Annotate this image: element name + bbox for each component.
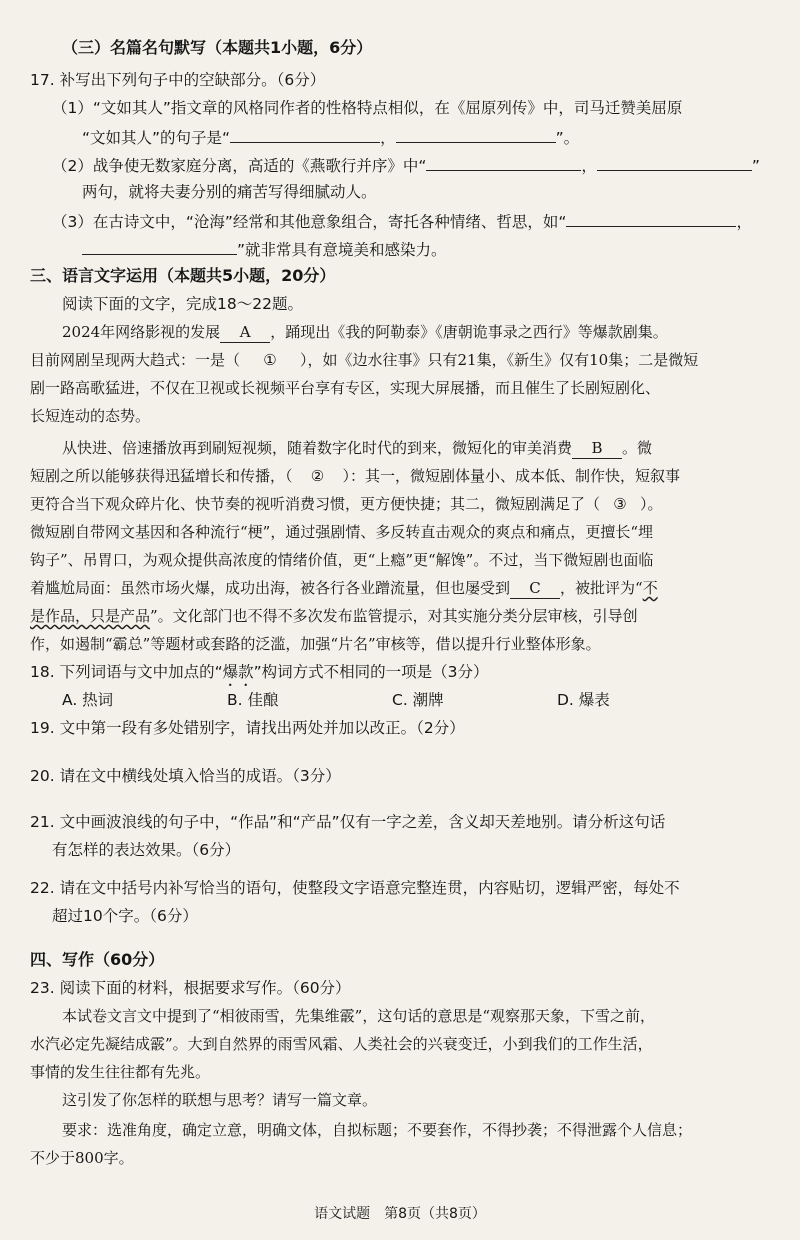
para2-line4: 微短剧自带网文基因和各种流行“梗”，通过强剧情、多反转直击观众的爽点和痛点，更擅长“埋 bbox=[30, 523, 654, 541]
para2-line2: 短剧之所以能够获得迅猛增长和传播，（ ② ）：其一，微短剧体量小、成本低、制作快，短叙事 bbox=[30, 467, 681, 485]
para2-line7: 是作品，只是产品”。文化部门也不得不多次发布监管提示，对其实施分类分层审核，引导创 bbox=[30, 607, 638, 625]
bracket-2: ② bbox=[310, 467, 325, 485]
blank-17-2b bbox=[597, 154, 752, 171]
wavy-sentence-part1: 不 bbox=[642, 579, 658, 597]
q21-line1: 21. 文中画波浪线的句子中，“作品”和“产品”仅有一字之差，含义却天差地别。请分析这句话 bbox=[30, 813, 666, 831]
reading-intro: 阅读下面的文字，完成18～22题。 bbox=[62, 295, 303, 313]
q17-item3-line1: （3）在古诗文中，“沧海”经常和其他意象组合，寄托各种情绪、哲思，如“ ， bbox=[52, 210, 752, 232]
section-language-title: 三、语言文字运用（本题共5小题，20分） bbox=[30, 266, 336, 285]
q18-options bbox=[62, 690, 722, 710]
material-line1: 本试卷文言文中提到了“相彼雨雪，先集维霰”，这句话的意思是“观察那天象，下雪之前， bbox=[62, 1007, 656, 1025]
para1-line4: 长短连动的态势。 bbox=[30, 407, 151, 425]
q18-option-b: B. 佳酿 bbox=[227, 691, 279, 709]
para1-line2: 目前网剧呈现两大趋式：一是（ ① ），如《边水往事》只有21集，《新生》仅有10集；二是微短 bbox=[30, 351, 699, 369]
q21-line2: 有怎样的表达效果。（6分） bbox=[52, 841, 241, 859]
para2-line3: 更符合当下观众碎片化、快节奏的视听消费习惯，更方便快捷；其二，微短剧满足了（ ③ ）。 bbox=[30, 495, 663, 513]
para1-line3: 剧一路高歌猛进，不仅在卫视或长视频平台享有专区，实现大屏展播，而且催生了长剧短剧化、 bbox=[30, 379, 661, 397]
q18-option-a: A. 热词 bbox=[62, 691, 114, 709]
para2-line6: 着尴尬局面：虽然市场火爆，成功出海，被各行各业蹭流量，但也屡受到 C ，被批评为“不 bbox=[30, 579, 658, 597]
blank-17-2a bbox=[426, 154, 581, 171]
material-line3: 事情的发生往往都有先兆。 bbox=[30, 1063, 211, 1081]
q20: 20. 请在文中横线处填入恰当的成语。（3分） bbox=[30, 767, 341, 785]
wavy-sentence-part2: 是作品，只是产品 bbox=[30, 607, 151, 625]
requirements-line1: 要求：选准角度，确定立意，明确文体，自拟标题；不要套作，不得抄袭；不得泄露个人信息； bbox=[62, 1121, 693, 1139]
para2-line8: 作，如遏制“霸总”等题材或套路的泛滥，加强“片名”审核等，借以提升行业整体形象。 bbox=[30, 635, 601, 653]
bracket-1: ① bbox=[263, 351, 277, 369]
blank-A: A bbox=[220, 322, 270, 343]
para1-line1: 2024年网络影视的发展 A ，踊现出《我的阿勒泰》《唐朝诡事录之西行》等爆款剧集。 bbox=[62, 323, 668, 341]
blank-B: B bbox=[572, 438, 622, 459]
material-line4: 这引发了你怎样的联想与思考？请写一篇文章。 bbox=[62, 1091, 378, 1109]
q18-stem: 18. 下列词语与文中加点的“爆款”构词方式不相同的一项是（3分） bbox=[30, 663, 489, 681]
requirements-line2: 不少于800字。 bbox=[30, 1149, 134, 1167]
blank-17-3a bbox=[566, 210, 736, 227]
q22-line1: 22. 请在文中括号内补写恰当的语句，使整段文字语意完整连贯，内容贴切，逻辑严密，每处不 bbox=[30, 879, 680, 897]
blank-17-3b bbox=[82, 238, 237, 255]
q18-option-c: C. 潮牌 bbox=[392, 691, 444, 709]
q17-item2-line1: （2）战争使无数家庭分离，高适的《燕歌行并序》中“ ， ” bbox=[52, 154, 760, 176]
para2-line1: 从快进、倍速播放再到刷短视频，随着数字化时代的到来，微短化的审美消费 B 。微 bbox=[62, 439, 653, 457]
para2-line5: 钩子”、吊胃口，为观众提供高浓度的情绪价值，更“上瘾”更“解馋”。不过，当下微短剧也面临 bbox=[30, 551, 654, 569]
blank-C: C bbox=[510, 578, 560, 599]
q19: 19. 文中第一段有多处错别字，请找出两处并加以改正。（2分） bbox=[30, 719, 465, 737]
q17-item1-line1: （1）“文如其人”指文章的风格同作者的性格特点相似，在《屈原列传》中，司马迁赞美屈原 bbox=[52, 99, 683, 117]
q17-item2-line2: 两句，就将夫妻分别的痛苦写得细腻动人。 bbox=[82, 183, 377, 201]
page-footer: 语文试题 第8页（共8页） bbox=[314, 1206, 486, 1222]
section-writing-title: 四、写作（60分） bbox=[30, 950, 165, 969]
blank-17-1a bbox=[230, 126, 380, 143]
section3-title: （三）名篇名句默写（本题共1小题，6分） bbox=[62, 38, 373, 57]
q18-option-d: D. 爆表 bbox=[557, 691, 610, 709]
q17-item3-line2: ”就非常具有意境美和感染力。 bbox=[82, 238, 447, 260]
dotted-word: 爆款 bbox=[222, 663, 254, 681]
q17-stem: 17. 补写出下列句子中的空缺部分。（6分） bbox=[30, 71, 326, 89]
q23-stem: 23. 阅读下面的材料，根据要求写作。（60分） bbox=[30, 979, 351, 997]
q17-item1-line2: “文如其人”的句子是“ ， ”。 bbox=[82, 126, 579, 148]
blank-17-1b bbox=[396, 126, 556, 143]
bracket-3: ③ bbox=[613, 495, 627, 513]
q22-line2: 超过10个字。（6分） bbox=[52, 907, 198, 925]
material-line2: 水汽必定先凝结成霰”。大到自然界的雨雪风霜、人类社会的兴衰变迁，小到我们的工作生活， bbox=[30, 1035, 653, 1053]
